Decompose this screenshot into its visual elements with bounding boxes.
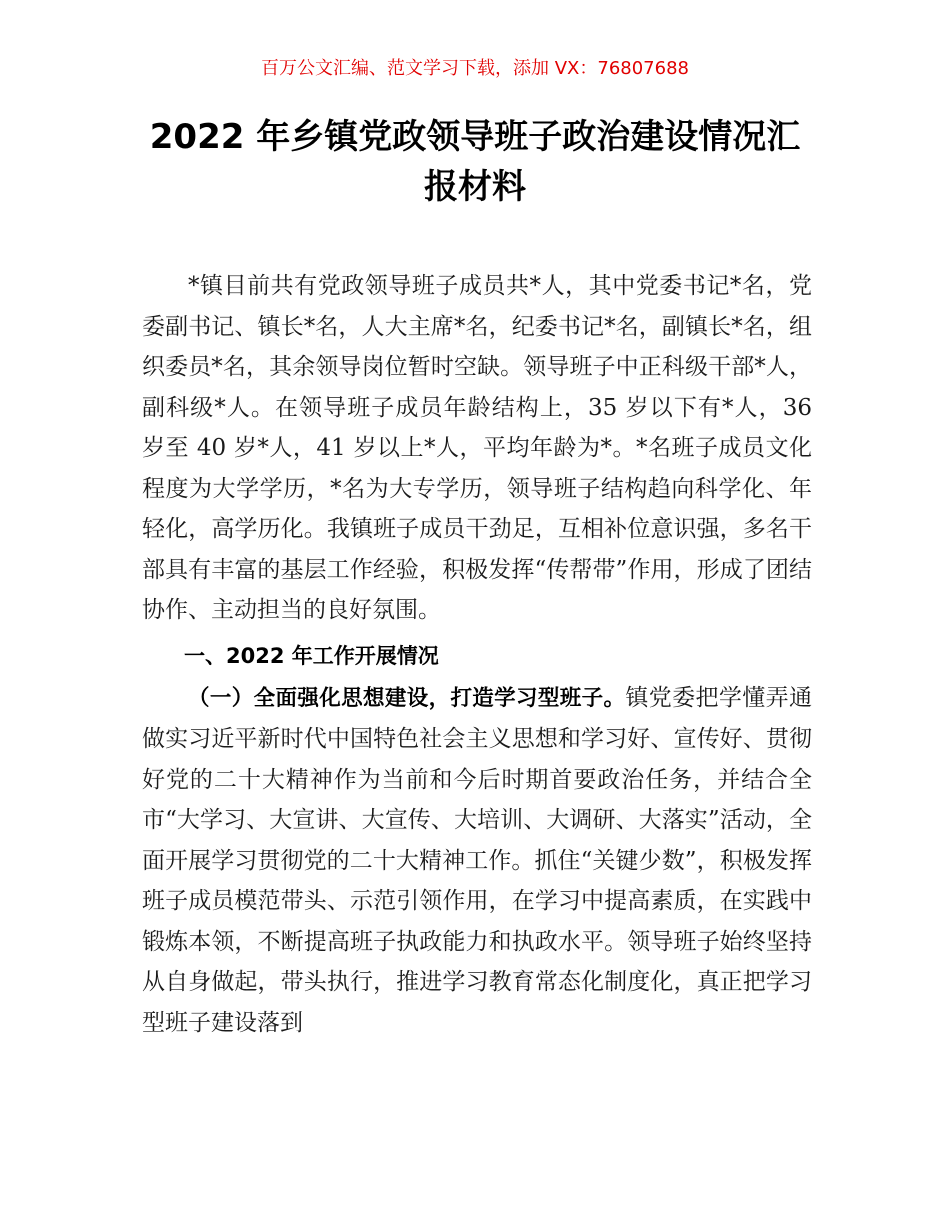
watermark-banner: 百万公文汇编、范文学习下载，添加 VX：76807688: [261, 58, 689, 79]
section-1-paragraph: [142, 678, 812, 1044]
document-body: [142, 266, 812, 1043]
intro-paragraph: *镇目前共有党政领导班子成员共*人，其中党委书记*名，党委副书记、镇长*名，人大主席*名，纪委书记*名，副镇长*名，组织委员*名，其余领导岗位暂时空缺。领导班子中正科级干部*人，副科级*人。在领导班子成员年龄结构上，35 岁以下有*人，36 岁至 40 岁*人，41 岁以上*人，平均年龄为*。*名班子成员文化程度为大学学历，*名为大专学历，领导班子结构趋向科学化、年轻化，高学历化。我镇班子成员干劲足，互相补位意识强，多名干部具有丰富的基层工作经验，积极发挥“传帮带”作用，形成了团结协作、主动担当的良好氛围。: [142, 273, 812, 623]
title-line-1: 2022 年乡镇党政领导班子政治建设情况汇: [149, 117, 801, 157]
section-heading: 一、2022 年工作开展情况: [184, 643, 439, 668]
document-title: [120, 112, 830, 212]
title-line-2: 报材料: [424, 167, 526, 207]
section-1-text: 镇党委把学懂弄通做实习近平新时代中国特色社会主义思想和学习好、宣传好、贯彻好党的二十大精神作为当前和今后时期首要政治任务，并结合全市“大学习、大宣讲、大宣传、大培训、大调研、大落实”活动，全面开展学习贯彻党的二十大精神工作。抓住“关键少数”，积极发挥班子成员模范带头、示范引领作用，在学习中提高素质，在实践中锻炼本领，不断提高班子执政能力和执政水平。领导班子始终坚持从自身做起，带头执行，推进学习教育常态化制度化，真正把学习型班子建设落到: [142, 684, 812, 1036]
section-1-lead: （一）全面强化思想建设，打造学习型班子。: [188, 685, 626, 711]
